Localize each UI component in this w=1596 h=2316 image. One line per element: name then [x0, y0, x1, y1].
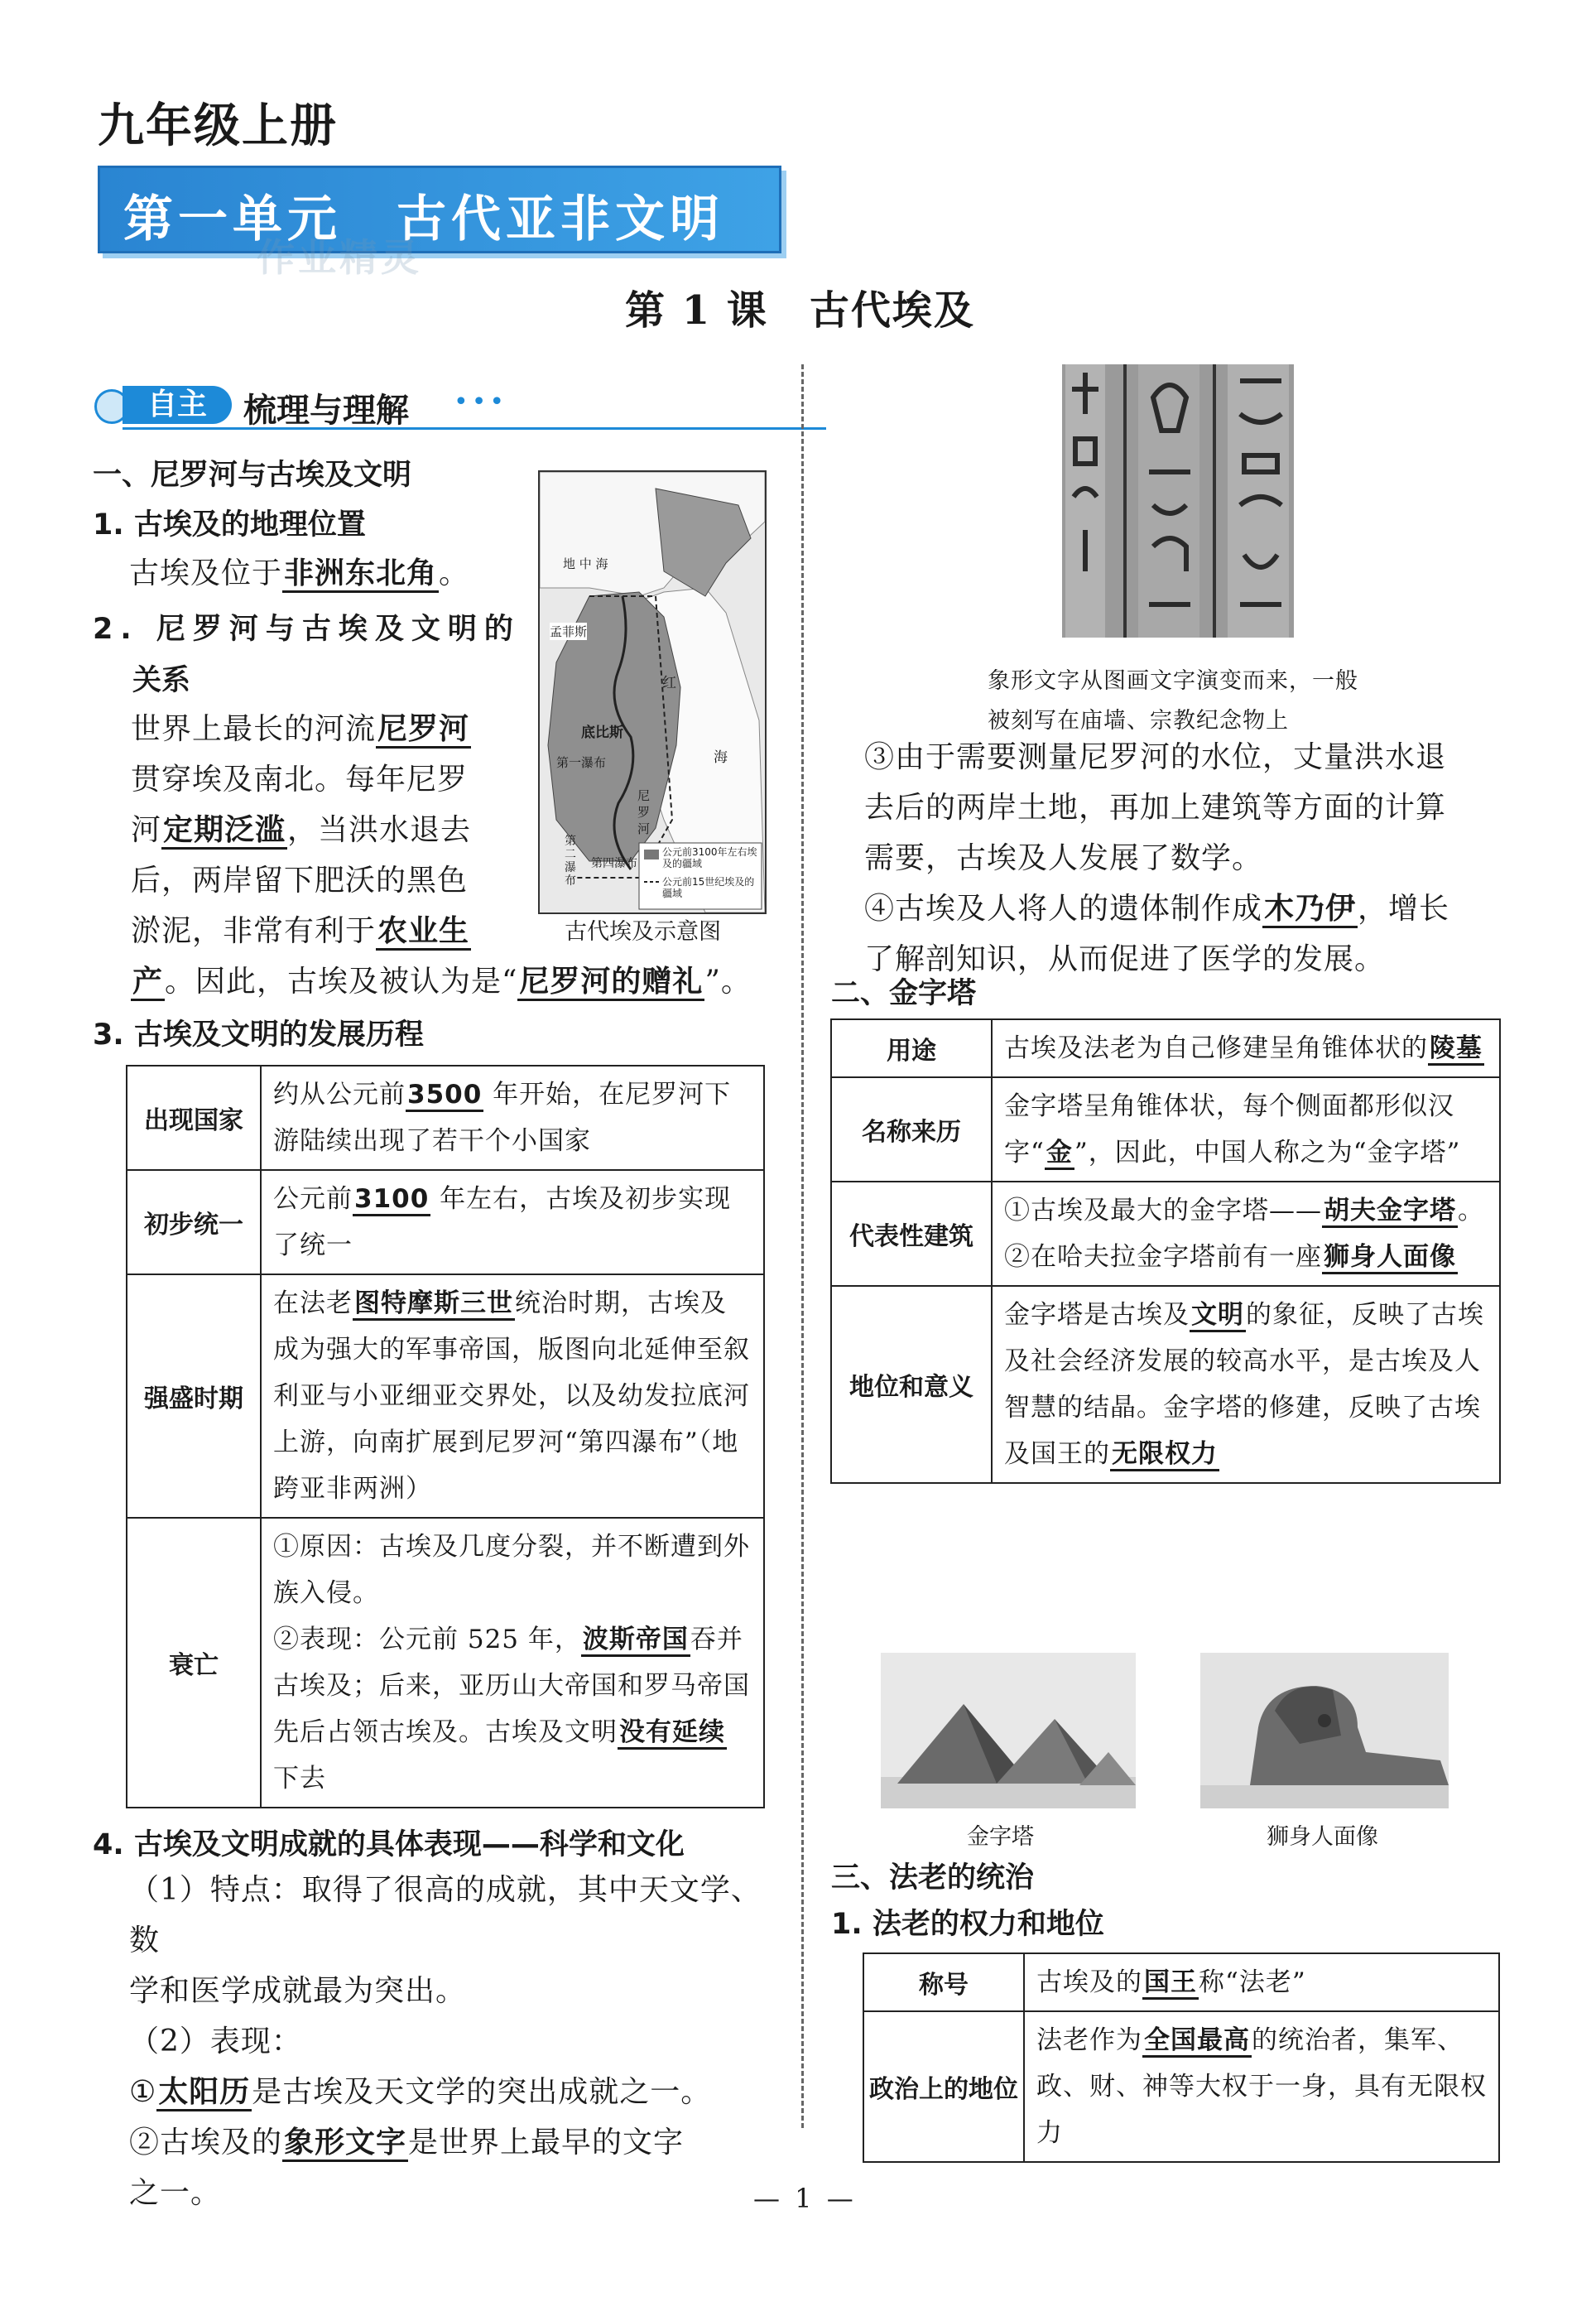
row-key: 称号 [863, 1953, 1024, 2011]
table-row [831, 1182, 1500, 1286]
text: 吞并古埃及；后来，亚历山大帝国和罗马帝国先后占领古埃及。古埃及文明 [273, 1625, 750, 1747]
badge-dots: ••• [454, 388, 508, 416]
development-table [126, 1065, 765, 1808]
map-label: 第一瀑布 [556, 755, 607, 770]
line: 了解剖知识，从而促进了医学的发展。 [864, 942, 1386, 976]
answer-text: 定期泛滥 [161, 813, 287, 850]
answer-text: 波斯帝国 [581, 1625, 690, 1657]
s1-p2-title-2: 关系 [132, 664, 191, 697]
row-key: 用途 [831, 1019, 992, 1077]
text: 。因此，古埃及被认为是“ [165, 965, 518, 999]
text: 法老作为 [1036, 2025, 1142, 2055]
text: 淤泥，非常有利于 [131, 914, 377, 948]
pyramid-photo [881, 1653, 1136, 1808]
table-row [863, 1953, 1499, 2011]
badge-underline [123, 427, 826, 430]
map-label: 底比斯 [581, 725, 623, 741]
answer-text: 尼罗河的赠礼 [517, 965, 704, 1001]
unit-title: 第一单元 古代亚非文明 [123, 190, 724, 248]
row-key: 出现国家 [127, 1066, 261, 1170]
text: 下去 [273, 1764, 326, 1794]
map-label: 孟菲斯 [550, 624, 588, 639]
s3-heading: 三、法老的统治 [831, 1861, 1035, 1895]
line: 贯穿埃及南北。每年尼罗 [131, 763, 469, 797]
text: 年开始，在尼罗河下游陆续出现了若干个小国家 [273, 1080, 732, 1156]
line: ③由于需要测量尼罗河的水位，丈量洪水退 [864, 740, 1447, 774]
row-value [261, 1066, 764, 1170]
s4-body [129, 1865, 783, 2218]
watermark: 作业精灵 [257, 235, 422, 280]
answer-text: 狮身人面像 [1322, 1242, 1458, 1274]
text: ②表现：公元前 525 年， [273, 1625, 581, 1654]
hieroglyph-caption-1: 象形文字从图画文字演变而来，一般 [988, 668, 1358, 694]
s4-title: 4. 古埃及文明成就的具体表现——科学和文化 [93, 1828, 685, 1861]
page-number: — 1 — [753, 2183, 857, 2214]
s2-heading: 二、金字塔 [831, 977, 977, 1010]
s1-p3-title: 3. 古埃及文明的发展历程 [93, 1018, 424, 1052]
s3-sub: 1. 法老的权力和地位 [831, 1908, 1104, 1941]
line: 后，两岸留下肥沃的黑色 [131, 864, 469, 898]
answer-text: 太阳历 [156, 2075, 252, 2111]
egypt-map [538, 470, 767, 914]
text: ①古埃及最大的金字塔—— [1004, 1196, 1322, 1225]
table-row [831, 1019, 1500, 1077]
answer-text: 金 [1045, 1138, 1074, 1170]
text: 约从公元前 [273, 1080, 406, 1110]
map-label: 河 [637, 821, 651, 836]
text: 公元前 [273, 1184, 353, 1214]
row-value [992, 1286, 1500, 1483]
column-divider [801, 364, 804, 2128]
row-value [992, 1019, 1500, 1077]
s1-heading: 一、尼罗河与古埃及文明 [93, 459, 412, 492]
text: 是古埃及天文学的突出成就之一。 [252, 2075, 712, 2109]
hieroglyph-svg [1062, 364, 1294, 638]
table-row [127, 1066, 764, 1170]
badge-tag-text: 自主 [147, 388, 207, 421]
text: ①原因：古埃及几度分裂，并不断遭到外族入侵。 [273, 1532, 750, 1608]
text: ”，因此，中国人称之为“金字塔” [1074, 1138, 1461, 1168]
answer-text: 没有延续 [618, 1717, 727, 1750]
s1-p1-line [129, 548, 469, 599]
line [131, 906, 512, 956]
line: 需要，古埃及人发展了数学。 [864, 841, 1263, 875]
table-row [831, 1286, 1500, 1483]
lesson-title: 第 1 课 古代埃及 [625, 287, 975, 334]
answer-text: 胡夫金字塔 [1322, 1196, 1458, 1228]
text: 古埃及位于 [129, 556, 283, 590]
row-key: 强盛时期 [127, 1274, 261, 1518]
text: 金字塔是古埃及 [1004, 1300, 1190, 1330]
answer-text: 尼罗河 [376, 712, 471, 749]
line [131, 704, 512, 754]
badge-title: 梳理与理解 [243, 392, 409, 430]
row-value [261, 1170, 764, 1274]
answer-text: 文明 [1190, 1300, 1246, 1332]
map-legend-2: 公元前15世纪埃及的疆域 [662, 876, 755, 899]
map-legend-1: 公元前3100年左右埃及的疆域 [662, 846, 757, 869]
line: 去后的两岸土地，再加上建筑等方面的计算 [864, 791, 1447, 825]
table-row [127, 1274, 764, 1518]
row-value [992, 1182, 1500, 1286]
badge-tag [123, 386, 232, 424]
pharaoh-table [863, 1952, 1500, 2163]
section-badge [89, 383, 735, 429]
text: ① [129, 2075, 157, 2109]
text: ④古埃及人将人的遗体制作成 [864, 892, 1263, 926]
table-row [863, 2011, 1499, 2162]
answer-text: 全国最高 [1142, 2025, 1252, 2058]
text: 古埃及法老为自己修建呈角锥体状的 [1004, 1033, 1428, 1063]
line [129, 2067, 783, 2117]
right-body [864, 732, 1526, 985]
answer-text: 无限权力 [1110, 1439, 1219, 1471]
pyramid-table [830, 1018, 1501, 1484]
text: 世界上最长的河流 [131, 712, 377, 746]
text: 古埃及的 [1036, 1967, 1142, 1997]
line: 学和医学成就最为突出。 [129, 1974, 467, 2008]
text: 统治时期，古埃及成为强大的军事帝国，版图向北延伸至叙利亚与小亚细亚交界处，以及幼发拉底河上游，向南扩展到尼罗河“第四瀑布”（地跨亚非两洲） [273, 1288, 750, 1504]
row-key: 名称来历 [831, 1077, 992, 1182]
table-row [127, 1170, 764, 1274]
answer-text: 3500 [406, 1080, 483, 1112]
map-label: 海 [714, 749, 728, 766]
text: 金字塔呈角锥体状，每个侧面都形似汉字“ [1004, 1091, 1454, 1168]
answer-text: 木乃伊 [1262, 892, 1358, 928]
text: 称“法老” [1199, 1967, 1306, 1997]
line [131, 805, 512, 855]
line [864, 884, 1526, 934]
answer-text: 3100 [353, 1184, 430, 1216]
text: ”。 [704, 965, 752, 999]
answer-text: 象形文字 [282, 2126, 408, 2162]
text: 在法老 [273, 1288, 353, 1318]
sphinx-svg [1200, 1653, 1449, 1808]
pyramid-svg [881, 1653, 1136, 1808]
row-value [1024, 2011, 1499, 2162]
text: 是世界上最早的文字 [408, 2126, 685, 2160]
s1-p2-body [131, 704, 512, 956]
hieroglyph-image [1062, 364, 1294, 638]
row-key: 地位和意义 [831, 1286, 992, 1483]
text: 的统治者，集军、政、财、神等大权于一身，具有无限权力 [1036, 2025, 1487, 2148]
line: （2）表现： [129, 2025, 302, 2058]
answer-text: 产 [131, 965, 165, 1001]
text: 年左右，古埃及初步实现了统一 [273, 1184, 732, 1260]
table-row [127, 1518, 764, 1808]
grade-title: 九年级上册 [98, 99, 338, 153]
pyramid-caption: 金字塔 [967, 1824, 1034, 1850]
answer-text: 国王 [1142, 1967, 1199, 2000]
s1-p2-title-1: 2. 尼罗河与古埃及文明的 [93, 613, 521, 646]
text: 。 [439, 556, 470, 590]
map-label: 罗 [637, 805, 651, 820]
map-label: 第二瀑布 [565, 835, 576, 888]
hieroglyph-caption-2: 被刻写在庙墙、宗教纪念物上 [988, 708, 1289, 734]
unit-banner [98, 166, 781, 253]
row-key: 衰亡 [127, 1518, 261, 1808]
s1-p1-title: 1. 古埃及的地理位置 [93, 508, 366, 542]
row-key: 初步统一 [127, 1170, 261, 1274]
map-caption: 古代埃及示意图 [565, 919, 721, 945]
row-value [261, 1518, 764, 1808]
map-label: 地 中 海 [563, 556, 608, 571]
text: 。②在哈夫拉金字塔前有一座 [1004, 1196, 1484, 1272]
text: 的象征，反映了古埃及社会经济发展的较高水平，是古埃及人智慧的结晶。金字塔的修建，反映了古埃及国王的 [1004, 1300, 1484, 1469]
text: ，当洪水退去 [287, 813, 472, 847]
row-key: 代表性建筑 [831, 1182, 992, 1286]
sphinx-photo [1200, 1653, 1449, 1808]
row-key: 政治上的地位 [863, 2011, 1024, 2162]
line: 之一。 [129, 2176, 222, 2210]
row-value [261, 1274, 764, 1518]
answer-text: 图特摩斯三世 [353, 1288, 515, 1321]
sphinx-caption: 狮身人面像 [1267, 1824, 1378, 1850]
map-label: 第四瀑布 [591, 857, 637, 870]
answer-text: 陵墓 [1428, 1033, 1484, 1066]
map-label: 红 [662, 675, 676, 691]
text: ，增长 [1358, 892, 1450, 926]
map-label: 尼 [637, 788, 651, 803]
table-row [831, 1077, 1500, 1182]
line: （1）特点：取得了很高的成就，其中天文学、数 [129, 1873, 762, 1957]
row-value [992, 1077, 1500, 1182]
answer-text: 农业生 [376, 914, 471, 951]
line [129, 2117, 783, 2168]
answer-text: 非洲东北角 [282, 556, 439, 593]
text: ②古埃及的 [129, 2126, 283, 2160]
s1-p2-last-line [131, 956, 752, 1007]
text: 河 [131, 813, 162, 847]
row-value [1024, 1953, 1499, 2011]
